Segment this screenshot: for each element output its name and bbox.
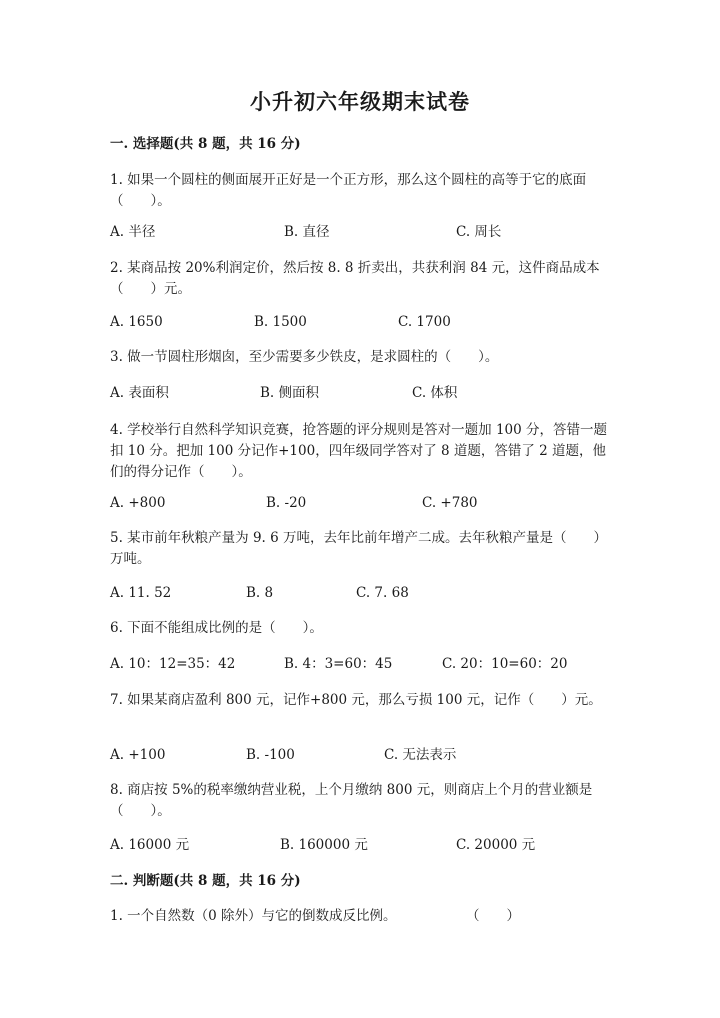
option-c: C. 体积 <box>412 385 458 401</box>
question-4: 4. 学校举行自然科学知识竞赛，抢答题的评分规则是答对一题加 100 分，答错一题扣 10 分。把加 100 分记作+100，四年级同学答对了 8 道题，答错了 2 道题，他们的得分记作（ ）。 <box>110 422 608 480</box>
option-b: B. 侧面积 <box>260 385 320 401</box>
options-5 <box>0 583 720 603</box>
option-a: A. 16000 元 <box>110 837 190 853</box>
option-b: B. 1500 <box>254 314 307 330</box>
question-6: 6. 下面不能组成比例的是（ ）。 <box>110 620 323 636</box>
question-5: 5. 某市前年秋粮产量为 9. 6 万吨，去年比前年增产二成。去年秋粮产量是（ ）万吨。 <box>110 530 608 567</box>
options-1 <box>0 222 720 242</box>
option-b: B. 8 <box>246 585 274 601</box>
option-c: C. 20000 元 <box>456 837 536 853</box>
options-7 <box>0 745 720 765</box>
option-c: C. 20：10=60：20 <box>442 656 568 672</box>
option-a: A. 10：12=35：42 <box>110 656 236 672</box>
option-c: C. 1700 <box>398 314 451 330</box>
option-c: C. 周长 <box>456 224 502 240</box>
question-3: 3. 做一节圆柱形烟囱，至少需要多少铁皮，是求圆柱的（ ）。 <box>110 349 499 365</box>
option-b: B. -100 <box>246 747 295 763</box>
option-b: B. -20 <box>266 495 307 511</box>
option-c: C. 7. 68 <box>356 585 409 601</box>
option-a: A. 半径 <box>110 224 156 240</box>
option-a: A. +800 <box>110 495 166 511</box>
option-b: B. 160000 元 <box>280 837 368 853</box>
question-7: 7. 如果某商店盈利 800 元，记作+800 元，那么亏损 100 元，记作（ ）元。 <box>110 692 602 708</box>
option-b: B. 直径 <box>284 224 330 240</box>
option-a: A. 1650 <box>110 314 163 330</box>
options-4 <box>0 493 720 513</box>
options-6 <box>0 654 720 674</box>
page-title: 小升初六年级期末试卷 <box>250 89 470 114</box>
option-b: B. 4：3=60：45 <box>284 656 393 672</box>
section-heading-choice: 一. 选择题(共 8 题，共 16 分) <box>110 136 301 152</box>
option-a: A. 表面积 <box>110 385 169 401</box>
option-a: A. 11. 52 <box>110 585 172 601</box>
judgment-1: 1. 一个自然数（0 除外）与它的倒数成反比例。 <box>110 908 397 924</box>
question-2: 2. 某商品按 20%利润定价，然后按 8. 8 折卖出，共获利润 84 元，这件商品成本（ ）元。 <box>110 260 600 297</box>
option-c: C. 无法表示 <box>384 747 457 763</box>
options-8 <box>0 835 720 855</box>
question-1: 1. 如果一个圆柱的侧面展开正好是一个正方形，那么这个圆柱的高等于它的底面（ ）。 <box>110 172 587 209</box>
options-2 <box>0 312 720 332</box>
options-3 <box>0 383 720 403</box>
answer-blank: （ ） <box>466 908 520 924</box>
question-8: 8. 商店按 5%的税率缴纳营业税，上个月缴纳 800 元，则商店上个月的营业额是（ ）。 <box>110 782 593 819</box>
option-c: C. +780 <box>422 495 478 511</box>
option-a: A. +100 <box>110 747 166 763</box>
section-heading-judgment: 二. 判断题(共 8 题，共 16 分) <box>110 873 301 889</box>
